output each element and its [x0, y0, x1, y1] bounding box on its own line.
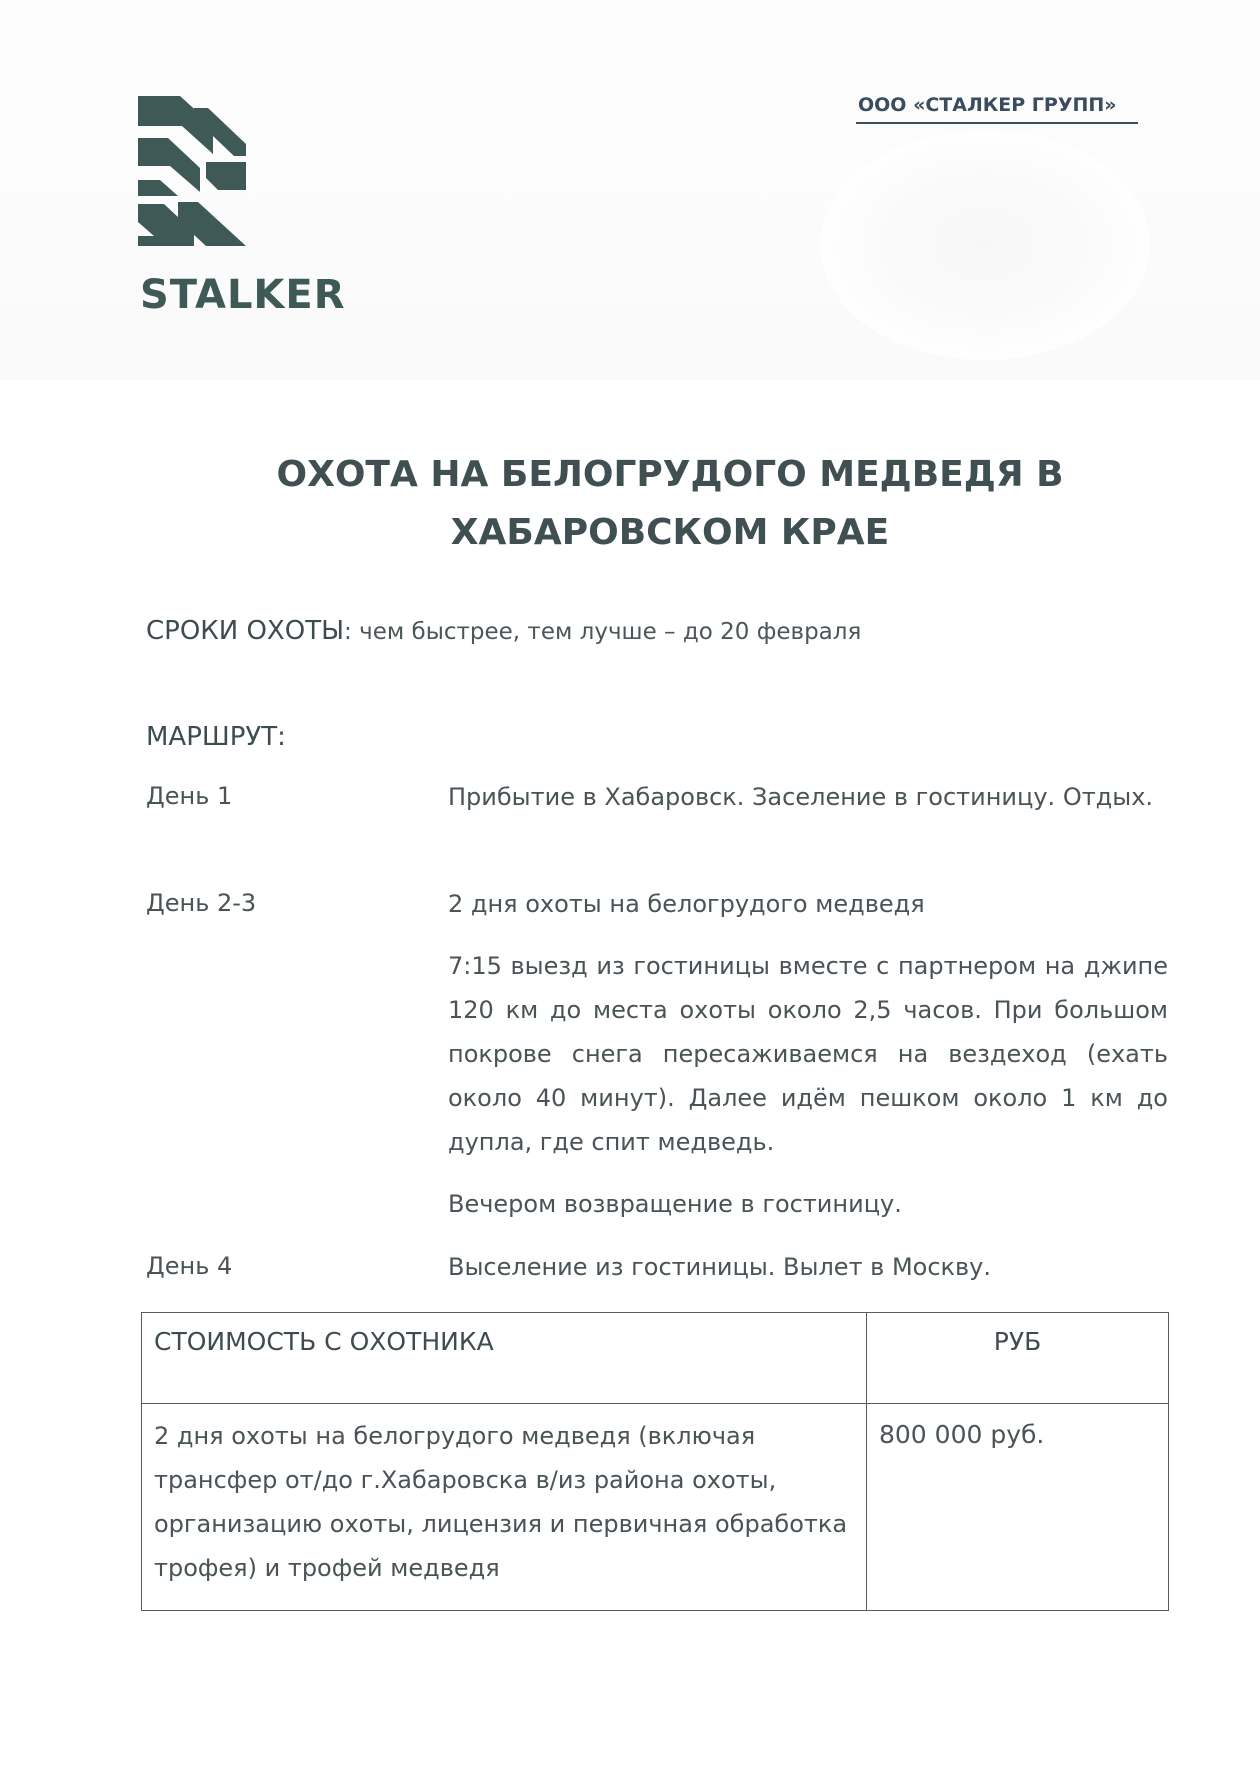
day-description — [448, 944, 1168, 1164]
cost-table — [141, 1312, 1169, 1611]
day-description — [448, 882, 1168, 926]
table-cell-description: 2 дня охоты на белогрудого медведя (включая трансфер от/до г.Хабаровска в/из района охоты, организацию охоты, лицензия и первичная обработка трофея) и трофей медведя — [142, 1404, 867, 1611]
day-paragraph: Выселение из гостиницы. Вылет в Москву. — [448, 1253, 992, 1281]
day-paragraph: 2 дня охоты на белогрудого медведя — [448, 890, 925, 918]
company-underline — [856, 122, 1138, 124]
title-line-1: ОХОТА НА БЕЛОГРУДОГО МЕДВЕДЯ В — [276, 454, 1064, 495]
day-paragraph: Вечером возвращение в гостиницу. — [448, 1190, 902, 1218]
day-paragraph: 7:15 выезд из гостиницы вместе с партнером на джипе 120 км до места охоты около 2,5 часов. При большом покрове снега пересаживаемся на вездеход (ехать около 40 минут). Далее идём пешком около 1 км до дупла, где спит медведь. — [448, 952, 1168, 1156]
day-description — [448, 775, 1168, 819]
table-cell-price: 800 000 руб. — [867, 1404, 1169, 1611]
season-label: СРОКИ ОХОТЫ — [146, 616, 345, 646]
stalker-logo-icon — [138, 96, 248, 246]
page-title — [140, 446, 1200, 562]
day-label: День 1 — [146, 782, 233, 810]
season-row — [146, 616, 861, 646]
day-label: День 4 — [146, 1252, 233, 1280]
route-label-row — [146, 722, 286, 752]
blurred-stamp — [820, 130, 1150, 360]
season-text: : чем быстрее, тем лучше – до 20 февраля — [344, 619, 862, 645]
title-line-2: ХАБАРОВСКОМ КРАЕ — [450, 512, 890, 553]
day-label: День 2-3 — [146, 889, 257, 917]
route-label: МАРШРУТ: — [146, 722, 286, 752]
table-header-row — [142, 1313, 1169, 1404]
company-name: ООО «СТАЛКЕР ГРУПП» — [858, 94, 1117, 116]
day-paragraph: Прибытие в Хабаровск. Заселение в гостиницу. Отдых. — [448, 783, 1154, 811]
table-header-cell: СТОИМОСТЬ С ОХОТНИКА — [142, 1313, 867, 1404]
table-row — [142, 1404, 1169, 1611]
day-description — [448, 1182, 1168, 1226]
table-header-cell: РУБ — [867, 1313, 1169, 1404]
logo-wordmark: STALKER — [140, 272, 346, 318]
day-description — [448, 1245, 1168, 1289]
